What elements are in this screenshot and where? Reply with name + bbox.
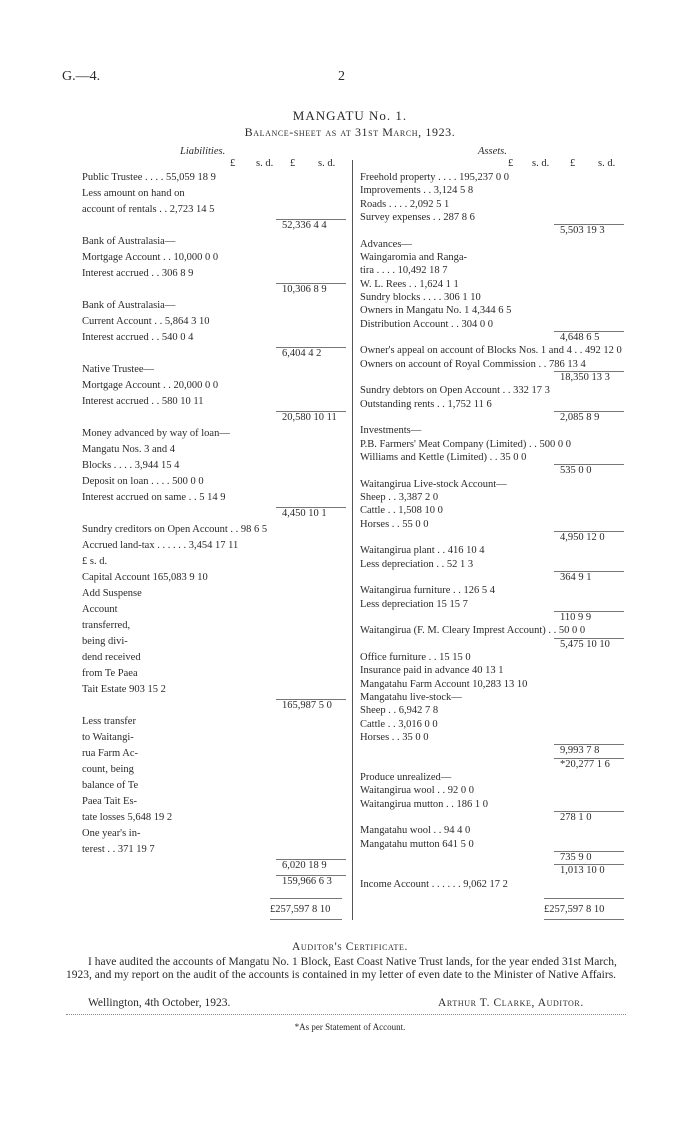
assets-subtotal: 5,475 10 10: [560, 638, 610, 650]
assets-line: Distribution Account . . 304 0 0: [360, 318, 493, 330]
assets-total-rule-bottom: [544, 919, 624, 920]
document-title: MANGATU No. 1.: [292, 108, 408, 123]
assets-line: Waitangirua plant . . 416 10 4: [360, 545, 485, 557]
liabilities-heading: Liabilities.: [180, 146, 226, 157]
liabilities-line: Less amount on hand on: [82, 188, 185, 199]
assets-line: Owners on account of Royal Commission . . 786 13 4: [360, 358, 586, 370]
liabilities-line: Capital Account 165,083 9 10: [82, 572, 208, 583]
page-reference: G.—4.: [62, 69, 101, 84]
liabilities-line: Accrued land-tax . . . . . . 3,454 17 11: [82, 540, 239, 551]
assets-line: Horses . . 55 0 0: [360, 518, 429, 530]
assets-subtotal: 4,950 12 0: [560, 532, 605, 543]
assets-line: Owners in Mangatu No. 1 4,344 6 5: [360, 305, 512, 317]
assets-line: Sheep . . 3,387 2 0: [360, 492, 439, 503]
assets-line: Less depreciation . . 52 1 3: [360, 558, 474, 570]
document-subtitle: Balance-sheet as at 31st March, 1923.: [244, 125, 456, 139]
assets-line: Produce unrealized—: [360, 772, 452, 783]
assets-line: Owner's appeal on account of Blocks Nos. 1 and 4 . . 492 12 0: [360, 345, 622, 357]
liabilities-line: transferred,: [82, 620, 131, 631]
assets-line: Mangatahu wool . . 94 4 0: [360, 825, 471, 837]
liabilities-line: rua Farm Ac-: [82, 748, 138, 759]
assets-line: Waitangirua wool . . 92 0 0: [360, 785, 475, 797]
liabilities-line: Current Account . . 5,864 3 10: [82, 316, 210, 327]
liabilities-line: Add Suspense: [82, 588, 142, 599]
liabilities-col-sd-2: s. d.: [318, 158, 336, 169]
liabilities-line: Interest accrued . . 540 0 4: [82, 332, 194, 343]
liabilities-line: tate losses 5,648 19 2: [82, 812, 173, 823]
assets-total: £257,597 8 10: [544, 904, 605, 915]
liabilities-line: from Te Paea: [82, 668, 138, 679]
liabilities-line: Interest accrued on same . . 5 14 9: [82, 492, 226, 503]
column-divider: [352, 160, 353, 920]
assets-line: Roads . . . . 2,092 5 1: [360, 198, 450, 210]
assets-line: Survey expenses . . 287 8 6: [360, 212, 475, 223]
assets-line: Outstanding rents . . 1,752 11 6: [360, 398, 492, 410]
liabilities-subtotal: 165,987 5 0: [282, 700, 332, 711]
liabilities-line: Public Trustee . . . . 55,059 18 9: [82, 172, 216, 183]
assets-line: Mangatahu mutton 641 5 0: [360, 838, 474, 850]
assets-subtotal: 735 9 0: [560, 852, 592, 863]
liabilities-total: £257,597 8 10: [270, 904, 331, 915]
assets-line: Williams and Kettle (Limited) . . 35 0 0: [360, 452, 527, 463]
assets-line: P.B. Farmers' Meat Company (Limited) . . 500 0 0: [360, 438, 571, 450]
liabilities-total-rule-top: [270, 898, 342, 899]
liabilities-line: Deposit on loan . . . . 500 0 0: [82, 476, 204, 487]
assets-line: Improvements . . 3,124 5 8: [360, 185, 474, 197]
assets-total-rule-top: [544, 898, 624, 899]
assets-subtotal: 18,350 13 3: [560, 372, 610, 383]
assets-subtotal: 110 9 9: [560, 612, 592, 623]
certificate-place-date: Wellington, 4th October, 1923.: [88, 997, 231, 1009]
footnote: *As per Statement of Account.: [294, 1022, 406, 1032]
assets-line: Sundry debtors on Open Account . . 332 17 3: [360, 385, 550, 397]
liabilities-line: Tait Estate 903 15 2: [82, 684, 166, 695]
assets-subtotal: 9,993 7 8: [560, 745, 600, 757]
liabilities-line: Account: [82, 604, 118, 615]
assets-line: Waingaromia and Ranga-: [360, 252, 468, 263]
liabilities-line: dend received: [82, 652, 141, 663]
liabilities-subtotal: 20,580 10 11: [282, 412, 337, 423]
assets-line: Advances—: [360, 238, 412, 250]
assets-line: Insurance paid in advance 40 13 1: [360, 665, 504, 677]
assets-line: Sheep . . 6,942 7 8: [360, 705, 439, 717]
assets-subtotal: 278 1 0: [560, 812, 592, 823]
assets-subtotal: 1,013 10 0: [560, 865, 605, 877]
assets-line: Waitangirua Live-stock Account—: [360, 478, 507, 490]
assets-line: Investments—: [360, 425, 422, 437]
assets-line: Mangatahu Farm Account 10,283 13 10: [360, 678, 528, 690]
assets-col-sd: s. d.: [532, 158, 550, 169]
liabilities-subtotal: 6,404 4 2: [282, 348, 322, 359]
assets-subtotal: 5,503 19 3: [560, 225, 605, 237]
assets-line: Horses . . 35 0 0: [360, 732, 429, 743]
certificate-heading: Auditor's Certificate.: [292, 941, 408, 953]
assets-line: Office furniture . . 15 15 0: [360, 652, 471, 663]
liabilities-line: £ s. d.: [82, 556, 108, 567]
assets-subtotal: *20,277 1 6: [560, 758, 610, 770]
assets-line: Freehold property . . . . 195,237 0 0: [360, 172, 510, 183]
liabilities-line: Interest accrued . . 306 8 9: [82, 268, 194, 279]
liabilities-subtotal: 10,306 8 9: [282, 284, 327, 295]
assets-line: Income Account . . . . . . 9,062 17 2: [360, 878, 508, 890]
assets-line: Waitangirua furniture . . 126 5 4: [360, 585, 496, 597]
assets-line: Sundry blocks . . . . 306 1 10: [360, 292, 481, 303]
liabilities-col-sd: s. d.: [256, 158, 274, 169]
liabilities-line: Native Trustee—: [82, 364, 155, 375]
assets-subtotal: 2,085 8 9: [560, 412, 600, 423]
liabilities-line: Mangatu Nos. 3 and 4: [82, 444, 176, 455]
assets-subtotal: 364 9 1: [560, 572, 592, 583]
liabilities-subtotal: 4,450 10 1: [282, 508, 327, 519]
liabilities-line: Money advanced by way of loan—: [82, 428, 230, 439]
assets-subtotal: 535 0 0: [560, 465, 592, 477]
liabilities-line: One year's in-: [82, 828, 141, 839]
liabilities-line: account of rentals . . 2,723 14 5: [82, 204, 215, 215]
liabilities-line: Blocks . . . . 3,944 15 4: [82, 460, 180, 471]
assets-line: tira . . . . 10,492 18 7: [360, 265, 448, 277]
assets-line: Cattle . . 3,016 0 0: [360, 718, 438, 730]
liabilities-line: Bank of Australasia—: [82, 300, 176, 311]
liabilities-subtotal: 159,966 6 3: [282, 876, 332, 887]
assets-col-pounds: £: [508, 158, 514, 169]
assets-heading: Assets.: [478, 146, 507, 157]
liabilities-line: Mortgage Account . . 10,000 0 0: [82, 252, 219, 263]
liabilities-total-rule-bottom: [270, 919, 342, 920]
assets-line: Cattle . . 1,508 10 0: [360, 505, 443, 517]
page-number: 2: [338, 69, 345, 84]
footer-rule: [66, 1014, 626, 1015]
liabilities-col-pounds: £: [230, 158, 236, 169]
liabilities-line: balance of Te: [82, 780, 139, 791]
assets-line: Mangatahu live-stock—: [360, 692, 462, 703]
assets-line: W. L. Rees . . 1,624 1 1: [360, 278, 459, 290]
liabilities-line: Bank of Australasia—: [82, 236, 176, 247]
certificate-body: I have audited the accounts of Mangatu No. 1 Block, East Coast Native Trust lands, for the year ended 31st March, 1923, and my report on the audit of the accounts is contained in my letter of even date to the Minister of Native Affairs.: [66, 956, 617, 981]
liabilities-line: Interest accrued . . 580 10 11: [82, 396, 204, 407]
liabilities-subtotal: 52,336 4 4: [282, 220, 327, 231]
liabilities-line: Paea Tait Es-: [82, 796, 138, 807]
liabilities-line: count, being: [82, 764, 134, 775]
assets-col-sd-2: s. d.: [598, 158, 616, 169]
liabilities-line: Less transfer: [82, 716, 136, 727]
assets-col-pounds-2: £: [570, 158, 576, 169]
liabilities-line: being divi-: [82, 636, 128, 647]
assets-line: Waitangirua mutton . . 186 1 0: [360, 798, 489, 810]
assets-line: Waitangirua (F. M. Cleary Imprest Account) . . 50 0 0: [360, 625, 586, 637]
assets-line: Less depreciation 15 15 7: [360, 598, 468, 610]
liabilities-line: to Waitangi-: [82, 732, 134, 743]
liabilities-subtotal: 6,020 18 9: [282, 860, 327, 871]
liabilities-line: Sundry creditors on Open Account . . 98 6 5: [82, 524, 268, 535]
liabilities-line: Mortgage Account . . 20,000 0 0: [82, 380, 219, 391]
assets-subtotal: 4,648 6 5: [560, 332, 600, 343]
liabilities-line: terest . . 371 19 7: [82, 844, 155, 855]
auditor-signature: Arthur T. Clarke, Auditor.: [438, 997, 584, 1009]
liabilities-col-pounds-2: £: [290, 158, 296, 169]
